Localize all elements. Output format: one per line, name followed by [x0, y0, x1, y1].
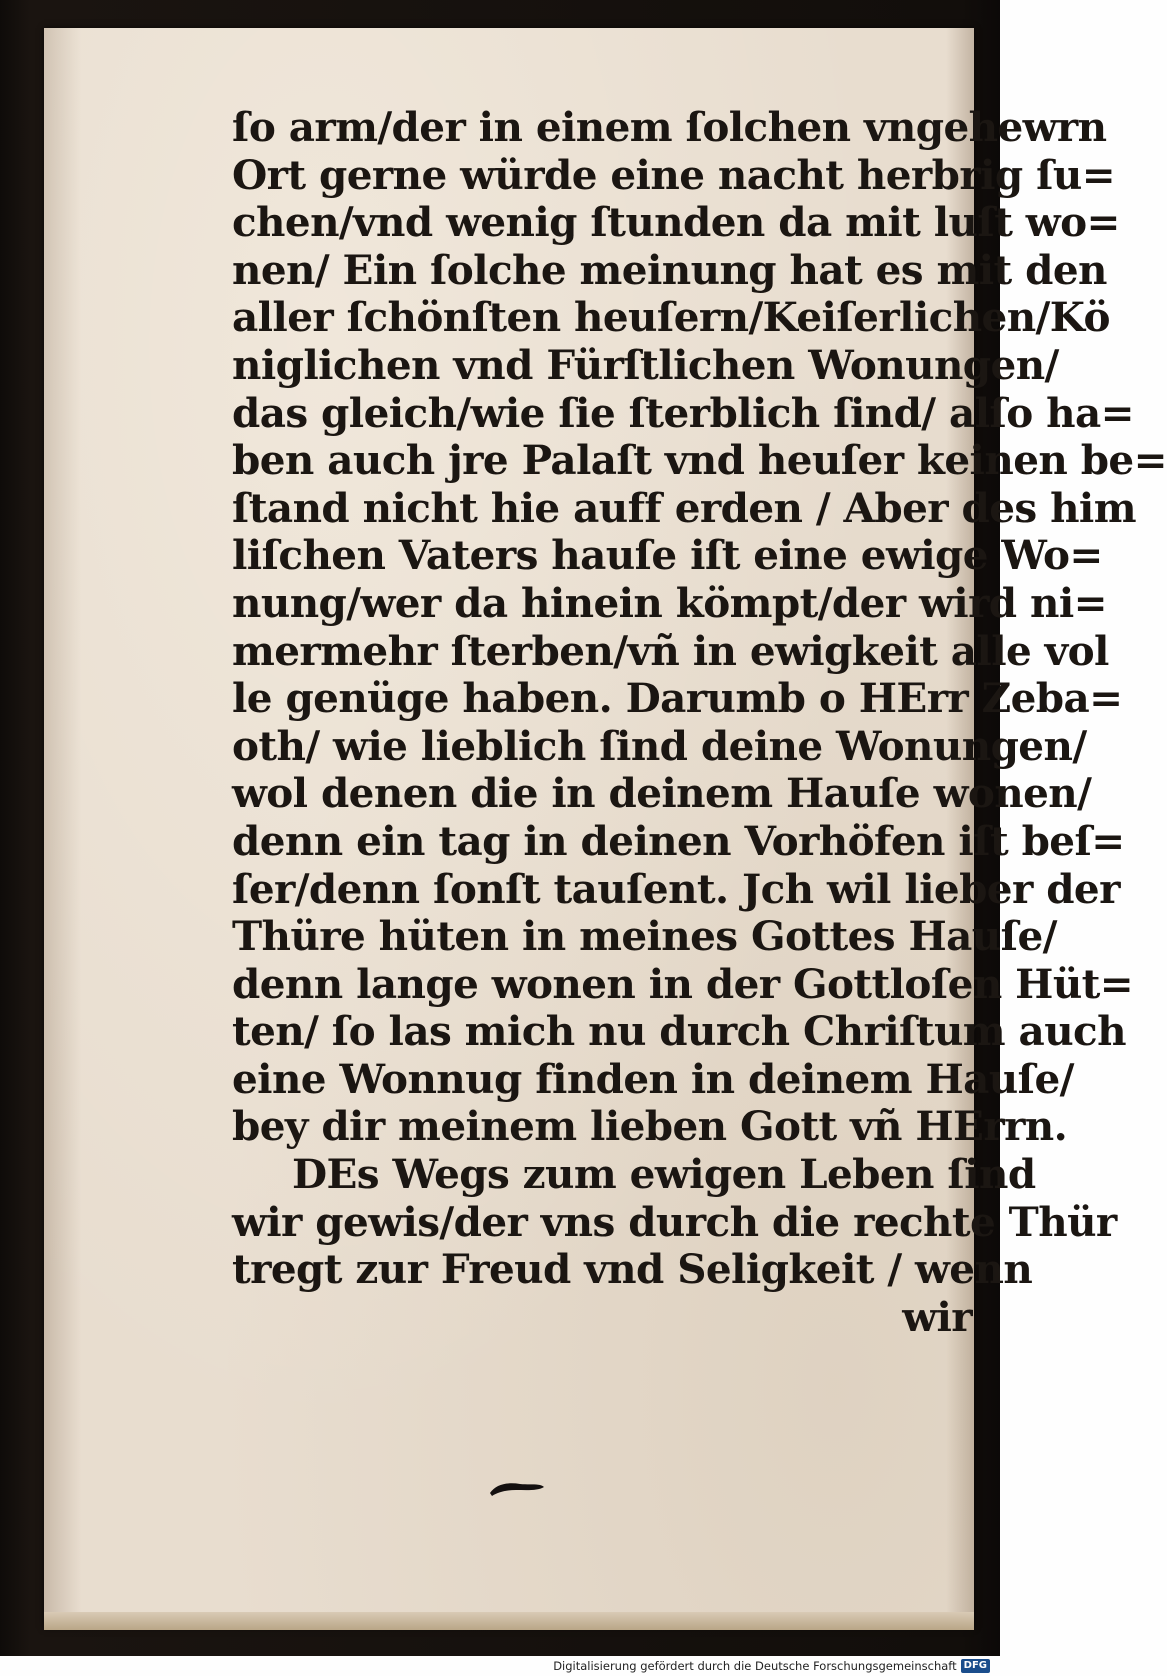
- text-line: Thüre hüten in meines Gottes Hauſe/: [232, 912, 1057, 961]
- text-line: ben auch jre Palaſt vnd heuſer keinen be=: [232, 436, 1167, 485]
- credit-text: Digitalisierung gefördert durch die Deutsche Forschungsgemeinschaft: [553, 1659, 957, 1673]
- digitization-credit: [553, 1658, 990, 1674]
- page-edge: [44, 1612, 974, 1630]
- catchword: wir: [902, 1292, 972, 1341]
- text-line: ſer/denn ſonſt tauſent. Jch wil lieber der: [232, 864, 1120, 913]
- text-line: liſchen Vaters hauſe iſt eine ewige Wo=: [232, 531, 1103, 580]
- dfg-logo: DFG: [961, 1659, 990, 1673]
- text-line: chen/vnd wenig ſtunden da mit luſt wo=: [232, 198, 1120, 247]
- text-line: wir gewis/der vns durch die rechte Thür: [232, 1197, 1117, 1246]
- text-line: nung/wer da hinein kömpt/der wird ni=: [232, 578, 1107, 627]
- text-line: bey dir meinem lieben Gott vñ HErrn.: [232, 1102, 1068, 1151]
- text-line: ſtand nicht hie auff erden / Aber des him: [232, 483, 1136, 532]
- text-line: ten/ ſo las mich nu durch Chriſtum auch: [232, 1007, 1126, 1056]
- text-line: le genüge haben. Darumb o HErr Zeba=: [232, 674, 1123, 723]
- text-line: mermehr ſterben/vñ in ewigkeit alle vol: [232, 626, 1109, 675]
- text-line: niglichen vnd Fürſtlichen Wonungen/: [232, 340, 1059, 389]
- text-line: eine Wonnug finden in deinem Hauſe/: [232, 1054, 1074, 1103]
- text-line: das gleich/wie ſie ſterblich ſind/ alſo ha=: [232, 388, 1134, 437]
- text-line-indented: DEs Wegs zum ewigen Leben ſind: [292, 1150, 1036, 1199]
- text-line: nen/ Ein ſolche meinung hat es mit den: [232, 245, 1107, 294]
- text-line: oth/ wie lieblich ſind deine Wonungen/: [232, 721, 1087, 770]
- text-line: aller ſchönſten heuſern/Keiſerlichen/Kö: [232, 293, 1110, 342]
- text-line: Ort gerne würde eine nacht herbrig ſu=: [232, 150, 1116, 199]
- ink-smudge: [486, 1478, 546, 1498]
- text-line: ſo arm/der in einem ſolchen vngehewrn: [232, 103, 1107, 151]
- text-line: wol denen die in deinem Hauſe wonen/: [232, 769, 1092, 818]
- text-line: tregt zur Freud vnd Seligkeit / wenn: [232, 1245, 1033, 1294]
- text-line: denn ein tag in deinen Vorhöfen iſt beſ=: [232, 816, 1125, 865]
- text-line: denn lange wonen in der Gottloſen Hüt=: [232, 959, 1134, 1008]
- page-text: [232, 103, 1167, 1341]
